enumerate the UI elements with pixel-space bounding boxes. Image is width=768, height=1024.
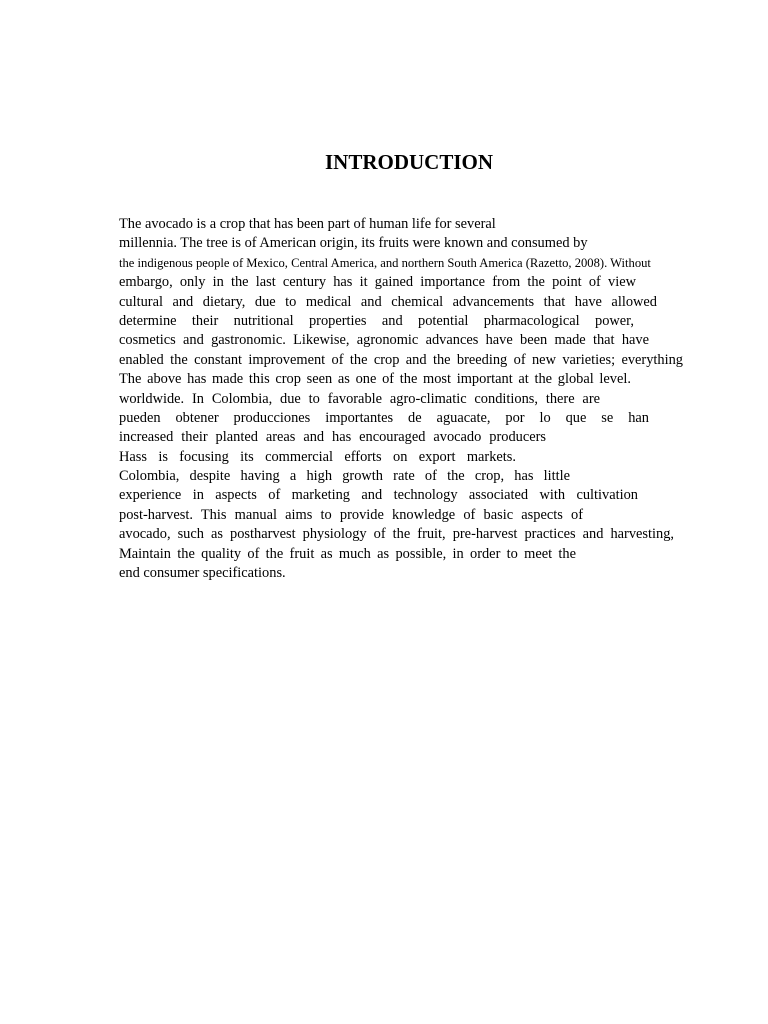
page-title: INTRODUCTION <box>324 150 494 174</box>
paragraph-line: cultural and dietary, due to medical and chemical advancements that have allowed <box>119 293 657 310</box>
paragraph-line: avocado, such as postharvest physiology of the fruit, pre-harvest practices and harvesting, <box>119 526 674 543</box>
paragraph-line: embargo, only in the last century has it gained importance from the point of view <box>119 274 636 291</box>
paragraph-line: pueden obtener producciones importantes de aguacate, por lo que se han <box>119 409 649 426</box>
paragraph-line: cosmetics and gastronomic. Likewise, agronomic advances have been made that have <box>119 332 649 349</box>
paragraph-line: experience in aspects of marketing and technology associated with cultivation <box>119 487 638 504</box>
paragraph-line: millennia. The tree is of American origin, its fruits were known and consumed by <box>119 235 588 252</box>
paragraph-line: worldwide. In Colombia, due to favorable agro-climatic conditions, there are <box>119 390 600 407</box>
paragraph-line: enabled the constant improvement of the crop and the breeding of new varieties; everything <box>119 351 683 368</box>
paragraph-line: Colombia, despite having a high growth rate of the crop, has little <box>119 468 570 485</box>
paragraph-line: Maintain the quality of the fruit as much as possible, in order to meet the <box>119 545 576 562</box>
paragraph-line: increased their planted areas and has encouraged avocado producers <box>119 429 546 446</box>
paragraph-line: end consumer specifications. <box>119 565 286 582</box>
paragraph-line: post-harvest. This manual aims to provide knowledge of basic aspects of <box>119 506 583 523</box>
paragraph-line: determine their nutritional properties and potential pharmacological power, <box>119 312 634 329</box>
introduction-paragraph <box>119 215 699 583</box>
paragraph-line: The avocado is a crop that has been part of human life for several <box>119 216 496 232</box>
paragraph-line: The above has made this crop seen as one of the most important at the global level. <box>119 371 631 388</box>
paragraph-line: the indigenous people of Mexico, Central America, and northern South America (Razetto, 2008). Without <box>119 255 651 270</box>
paragraph-line: Hass is focusing its commercial efforts on export markets. <box>119 448 516 465</box>
